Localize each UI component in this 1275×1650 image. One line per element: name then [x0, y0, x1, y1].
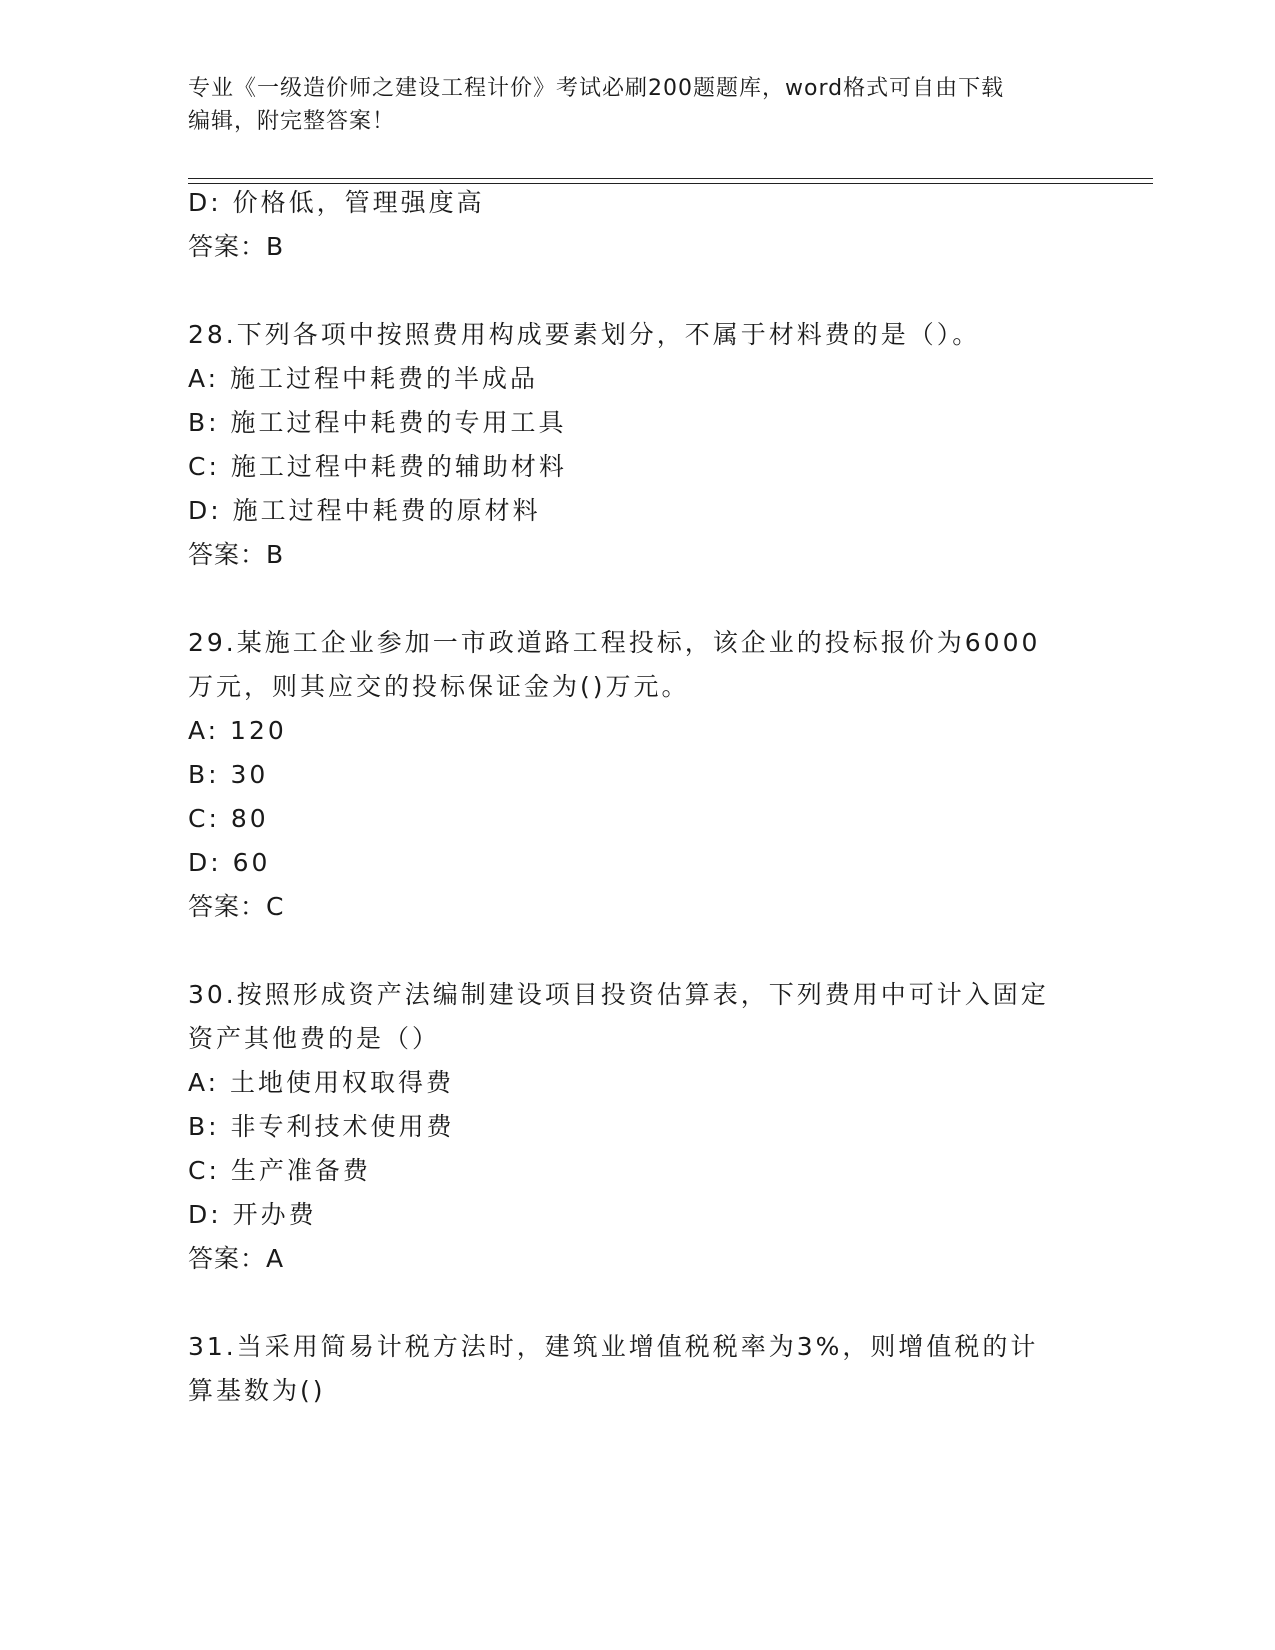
- q28-stem: 28.下列各项中按照费用构成要素划分，不属于材料费的是（）。: [188, 320, 981, 349]
- q29-option-c: C: 80: [188, 804, 269, 833]
- q29-stem-line-2: 万元，则其应交的投标保证金为()万元。: [188, 672, 690, 701]
- header-line-2: 编辑，附完整答案！: [188, 109, 396, 134]
- page-header: [188, 72, 1088, 138]
- header-divider-top: [188, 178, 1153, 179]
- q28-option-c: C: 施工过程中耗费的辅助材料: [188, 452, 567, 481]
- q30-option-d: D: 开办费: [188, 1200, 317, 1229]
- q29-answer: 答案：C: [188, 892, 285, 921]
- q28-option-b: B: 施工过程中耗费的专用工具: [188, 408, 567, 437]
- q29-option-d: D: 60: [188, 848, 271, 877]
- q30-option-c: C: 生产准备费: [188, 1156, 371, 1185]
- q31-stem-line-2: 算基数为(): [188, 1376, 326, 1405]
- q30-option-b: B: 非专利技术使用费: [188, 1112, 455, 1141]
- q30-answer: 答案：A: [188, 1244, 285, 1273]
- q28-answer: 答案：B: [188, 540, 285, 569]
- q30-stem-line-2: 资产其他费的是（）: [188, 1024, 441, 1053]
- q28-option-a: A: 施工过程中耗费的半成品: [188, 364, 539, 393]
- q29-option-a: A: 120: [188, 716, 287, 745]
- q31-stem-line-1: 31.当采用简易计税方法时，建筑业增值税税率为3%，则增值税的计: [188, 1332, 1039, 1361]
- q29-option-b: B: 30: [188, 760, 269, 789]
- q30-option-a: A: 土地使用权取得费: [188, 1068, 455, 1097]
- q30-stem-line-1: 30.按照形成资产法编制建设项目投资估算表，下列费用中可计入固定: [188, 980, 1049, 1009]
- prev-answer: 答案：B: [188, 232, 285, 261]
- prev-option-d: D: 价格低，管理强度高: [188, 188, 485, 217]
- q28-option-d: D: 施工过程中耗费的原材料: [188, 496, 541, 525]
- q29-stem-line-1: 29.某施工企业参加一市政道路工程投标，该企业的投标报价为6000: [188, 628, 1041, 657]
- header-line-1: 专业《一级造价师之建设工程计价》考试必刷200题题库，word格式可自由下载: [188, 76, 1005, 101]
- header-divider-bottom: [188, 183, 1153, 184]
